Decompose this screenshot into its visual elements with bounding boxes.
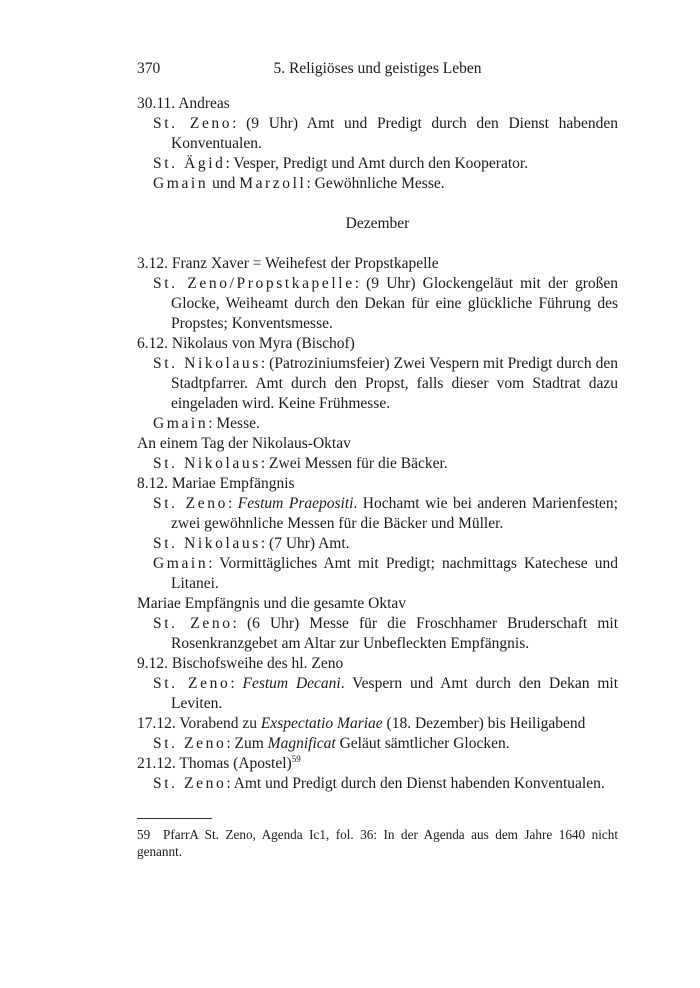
entry-text: : (Patroziniumsfeier) Zwei Vespern mit Predigt durch den Stadtpfarrer. Amt durch den Propst, falls dieser vom Stadtrat dazu eingeladen wird. Keine Frühmesse.: [171, 355, 618, 412]
church-name: St. Zeno: [153, 495, 228, 512]
date-entry: [137, 714, 618, 734]
entry-text: : (9 Uhr) Amt und Predigt durch den Dienst habenden Konventualen.: [171, 115, 618, 152]
entry-text: : Messe.: [208, 415, 260, 432]
entry-text: : Vormittägliches Amt mit Predigt; nachmittags Katechese und Litanei.: [171, 555, 618, 592]
latin-term: Festum Decani: [242, 675, 341, 692]
entry-text: 17.12. Vorabend zu: [137, 715, 261, 732]
entry-text: und: [208, 175, 240, 192]
date-entry: [137, 434, 618, 454]
footnote-text: PfarrA St. Zeno, Agenda Ic1, fol. 36: In der Agenda aus dem Jahre 1640 nicht genannt.: [137, 827, 618, 859]
entry-text: :: [230, 675, 243, 692]
footnote: [137, 826, 618, 860]
section-gap: [137, 234, 618, 254]
latin-term: Exspectatio Mariae: [260, 715, 383, 732]
church-entry: [153, 534, 618, 554]
date-entry: [137, 754, 618, 774]
church-entry: [153, 614, 618, 654]
church-name: Gmain: [153, 175, 209, 192]
entry-text: : Vesper, Predigt und Amt durch den Kooperator.: [225, 155, 529, 172]
church-entry: [153, 354, 618, 414]
page-header: [137, 60, 618, 84]
entry-text: (18. Dezember) bis Heiligabend: [382, 715, 586, 732]
church-name: Marzoll: [239, 175, 307, 192]
entry-text: : Gewöhnliche Messe.: [306, 175, 445, 192]
date-entry: [137, 594, 618, 614]
entry-text: 6.12. Nikolaus von Myra (Bischof): [137, 335, 355, 352]
church-name: St. Zeno: [153, 115, 233, 132]
church-name: St. Zeno: [153, 675, 231, 692]
entry-text: 9.12. Bischofsweihe des hl. Zeno: [137, 655, 344, 672]
church-name: St. Zeno: [153, 735, 227, 752]
church-entry: [153, 674, 618, 714]
page-number: 370: [137, 60, 161, 77]
entry-text: : Zwei Messen für die Bäcker.: [260, 455, 448, 472]
entry-text: : Zum: [226, 735, 268, 752]
footnote-rule: [137, 818, 212, 819]
entry-text: : Amt und Predigt durch den Dienst habenden Konventualen.: [226, 775, 605, 792]
church-entry: [153, 414, 618, 434]
entry-text: : (7 Uhr) Amt.: [260, 535, 350, 552]
entry-text: : (9 Uhr) Glockengeläut mit der großen Glocke, Weiheamt durch den Dekan für eine glückliche Führung des Propstes; Konventsmesse.: [171, 275, 618, 332]
main-text: [137, 94, 618, 794]
entry-text: . Hochamt wie bei anderen Marienfesten; zwei gewöhnliche Messen für die Bäcker und Müller.: [171, 495, 618, 532]
church-entry: [153, 174, 618, 194]
running-title: 5. Religiöses und geistiges Leben: [273, 60, 482, 77]
church-entry: [153, 454, 618, 474]
church-entry: [153, 734, 618, 754]
entry-text: An einem Tag der Nikolaus-Oktav: [137, 435, 351, 452]
date-entry: [137, 334, 618, 354]
date-entry: [137, 94, 618, 114]
church-name: St. Zeno: [153, 615, 233, 632]
church-entry: [153, 494, 618, 534]
church-name: St. Ägid: [153, 155, 226, 172]
church-entry: [153, 554, 618, 594]
latin-term: Festum Praepositi: [237, 495, 354, 512]
entry-text: 30.11. Andreas: [137, 95, 230, 112]
latin-term: Magnificat: [267, 735, 336, 752]
church-entry: [153, 774, 618, 794]
entry-text: 8.12. Mariae Empfängnis: [137, 475, 295, 492]
entry-text: Mariae Empfängnis und die gesamte Oktav: [137, 595, 407, 612]
footnote-ref: 59: [291, 753, 301, 764]
date-entry: [137, 654, 618, 674]
church-entry: [153, 154, 618, 174]
entry-text: 21.12. Thomas (Apostel): [137, 755, 292, 772]
entry-text: Geläut sämtlicher Glocken.: [335, 735, 510, 752]
entry-text: :: [227, 495, 238, 512]
month-heading: [137, 214, 618, 234]
church-entry: [153, 274, 618, 334]
church-name: Gmain: [153, 555, 209, 572]
date-entry: [137, 474, 618, 494]
entry-text: 3.12. Franz Xaver = Weihefest der Propstkapelle: [137, 255, 439, 272]
church-entry: [153, 114, 618, 154]
entry-text: . Vespern und Amt durch den Dekan mit Leviten.: [171, 675, 618, 712]
entry-text: : (6 Uhr) Messe für die Froschhamer Bruderschaft mit Rosenkranzgebet am Altar zur Unbefleckten Empfängnis.: [171, 615, 618, 652]
church-name: St. Zeno: [153, 775, 227, 792]
church-name: St. Nikolaus: [153, 535, 261, 552]
footnote-number: 59: [137, 827, 151, 842]
church-name: St. Nikolaus: [153, 455, 261, 472]
church-name: St. Zeno/Propstkapelle: [153, 275, 355, 292]
church-name: Gmain: [153, 415, 209, 432]
section-gap: [137, 194, 618, 214]
church-name: St. Nikolaus: [153, 355, 261, 372]
entry-text: Dezember: [345, 215, 410, 232]
date-entry: [137, 254, 618, 274]
